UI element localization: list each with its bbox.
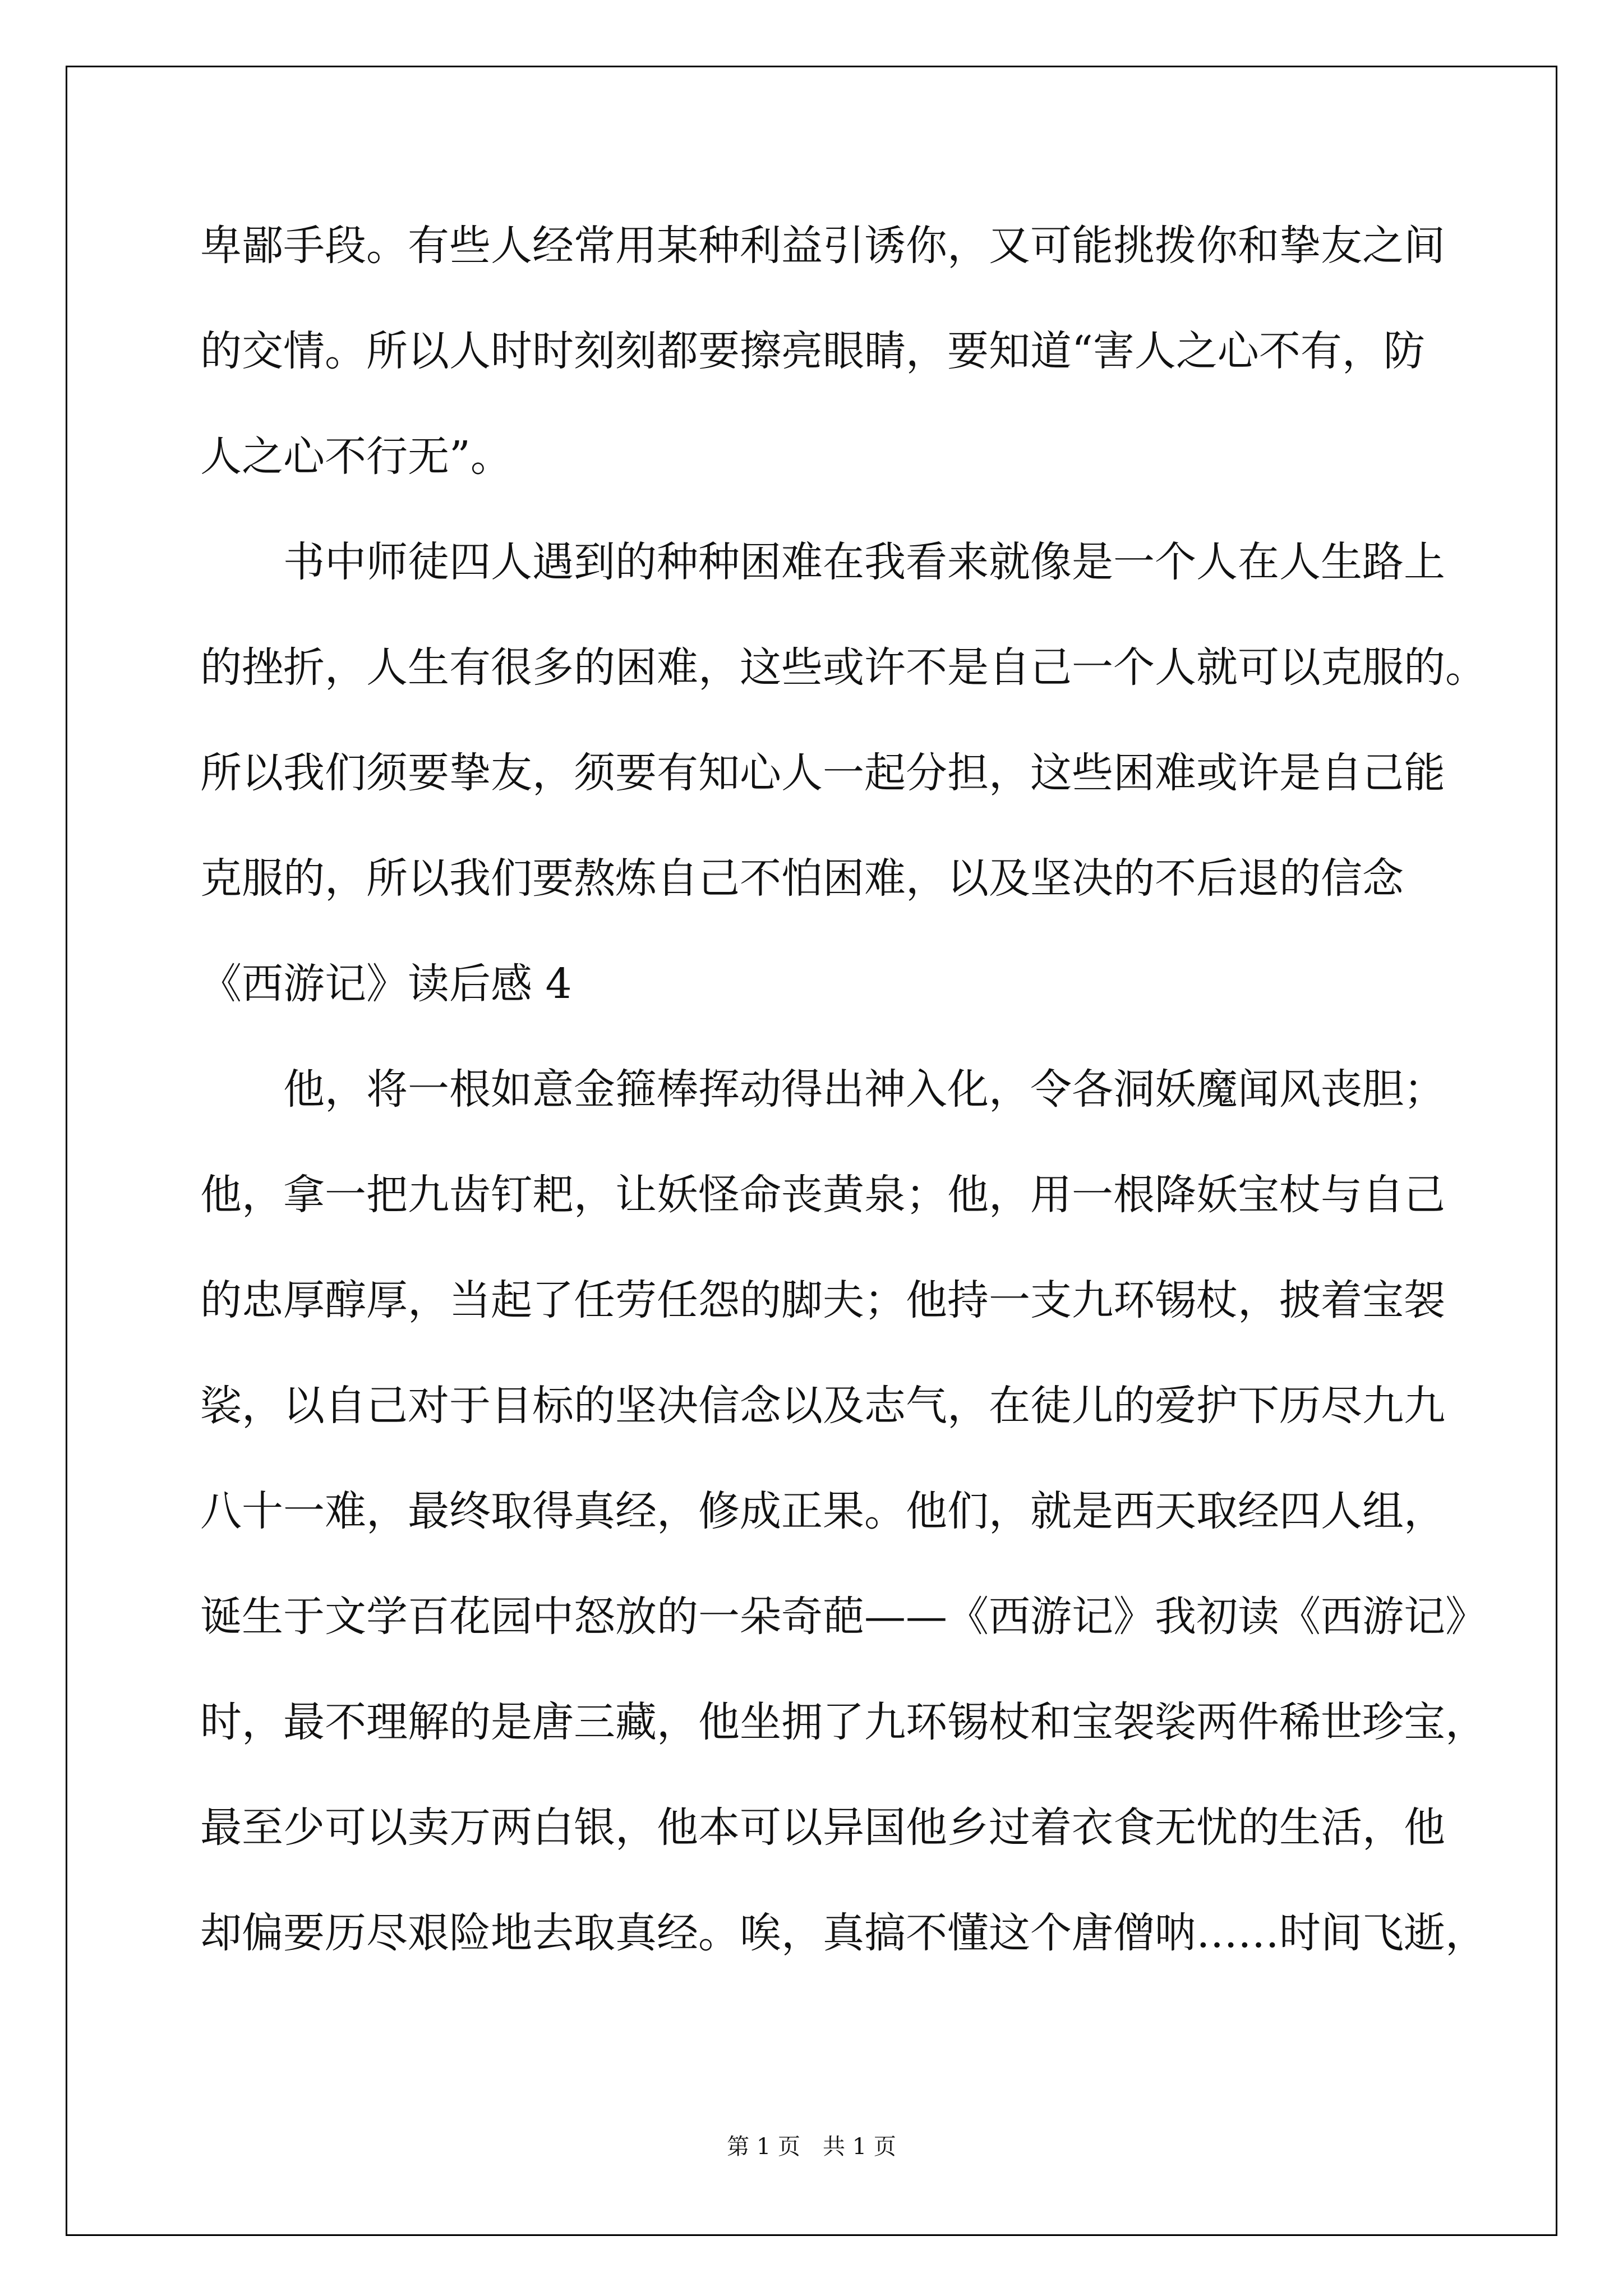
body-line: 卑鄙手段。有些人经常用某种利益引诱你，又可能挑拨你和挚友之间 — [200, 222, 1445, 270]
body-line: 时，最不理解的是唐三藏，他坐拥了九环锡杖和宝袈裟两件稀世珍宝， — [200, 1698, 1487, 1746]
body-line: 的挫折，人生有很多的困难，这些或许不是自己一个人就可以克服的。 — [200, 643, 1487, 692]
body-line: 所以我们须要挚友，须要有知心人一起分担，这些困难或许是自己能 — [200, 749, 1445, 797]
body-line: 诞生于文学百花园中怒放的一朵奇葩——《西游记》我初读《西游记》 — [200, 1593, 1487, 1641]
body-line: 克服的，所以我们要熬炼自己不怕困难，以及坚决的不后退的信念 — [200, 854, 1404, 903]
section-heading: 《西游记》读后感 4 — [200, 960, 572, 1008]
body-line: 书中师徒四人遇到的种种困难在我看来就像是一个人在人生路上 — [200, 538, 1445, 586]
body-line: 裟，以自己对于目标的坚决信念以及志气，在徒儿的爱护下历尽九九 — [200, 1382, 1445, 1430]
body-line: 他，将一根如意金箍棒挥动得出神入化，令各洞妖魔闻风丧胆； — [200, 1065, 1445, 1114]
body-line: 八十一难，最终取得真经，修成正果。他们，就是西天取经四人组， — [200, 1487, 1445, 1535]
body-line: 人之心不行无”。 — [200, 432, 512, 481]
body-line: 最至少可以卖万两白银，他本可以异国他乡过着衣食无忧的生活，他 — [200, 1803, 1445, 1852]
body-line: 他，拿一把九齿钉耙，让妖怪命丧黄泉；他，用一根降妖宝杖与自己 — [200, 1171, 1445, 1219]
body-line: 却偏要历尽艰险地去取真经。唉，真搞不懂这个唐僧呐……时间飞逝， — [200, 1909, 1487, 1957]
body-line: 的交情。所以人时时刻刻都要擦亮眼睛，要知道“害人之心不有，防 — [200, 327, 1425, 375]
body-line: 的忠厚醇厚，当起了任劳任怨的脚夫；他持一支九环锡杖，披着宝袈 — [200, 1276, 1445, 1324]
page-number: 第 1 页 共 1 页 — [727, 2134, 896, 2160]
